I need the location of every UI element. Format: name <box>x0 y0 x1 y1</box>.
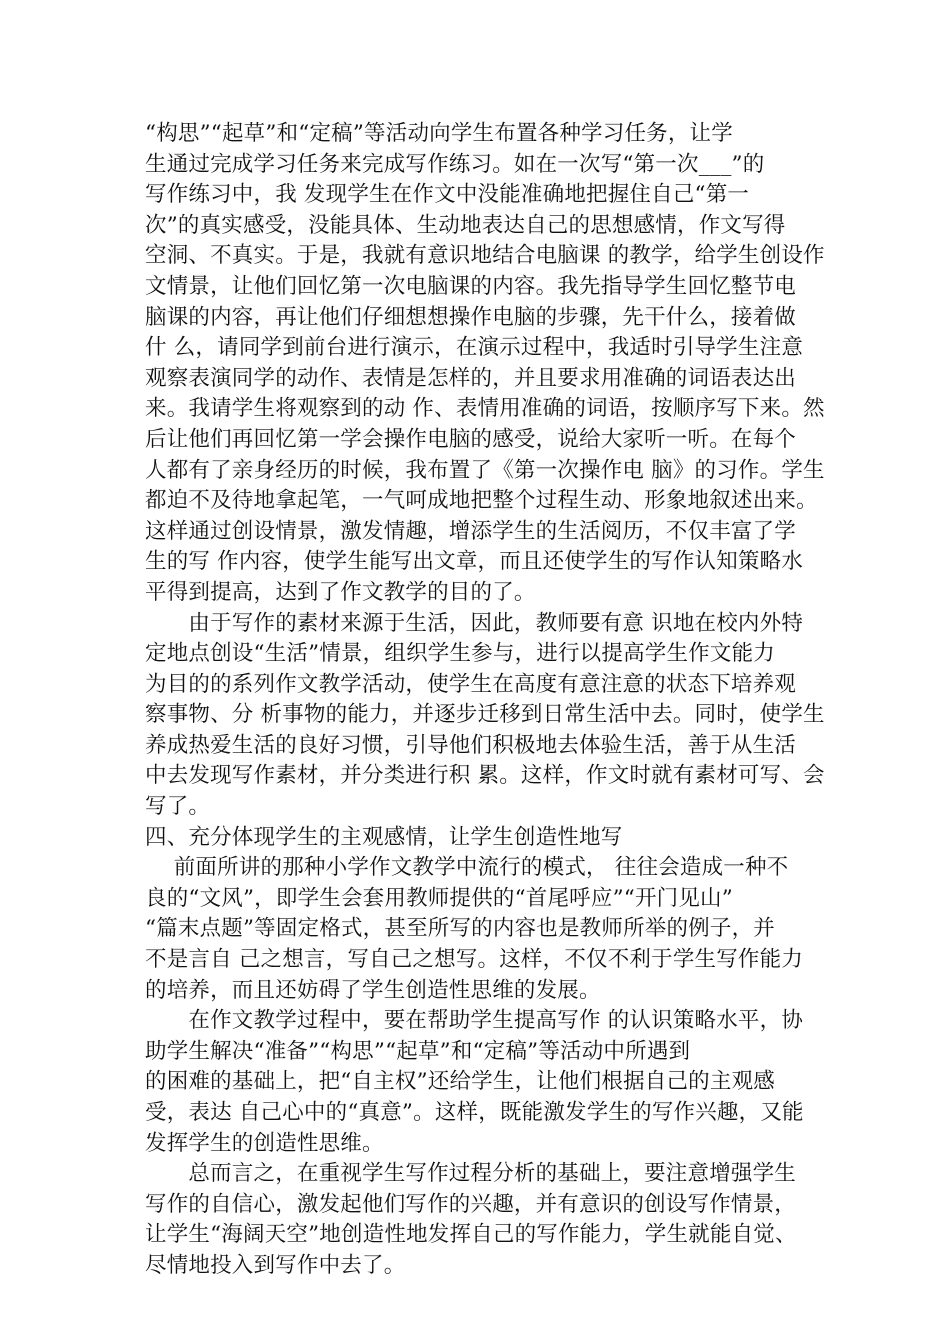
text-line: 察事物、分 析事物的能力，并逐步迁移到日常生活中去。同时，使学生 <box>145 702 825 728</box>
text-line: 来。我请学生将观察到的动 作、表情用准确的词语，按顺序写下来。然 <box>145 396 825 422</box>
text-line: 什 么，请同学到前台进行演示，在演示过程中，我适时引导学生注意 <box>145 335 804 361</box>
text-line: 文情景，让他们回忆第一次电脑课的内容。我先指导学生回忆整节电 <box>145 273 797 299</box>
text-line: 次”的真实感受，没能具体、生动地表达自己的思想感情，作文写得 <box>145 212 786 238</box>
text-line: 尽情地投入到写作中去了。 <box>145 1252 406 1278</box>
text-line: 受，表达 自己心中的“真意”。这样，既能激发学生的写作兴趣，又能 <box>145 1100 804 1125</box>
text-line: 四、充分体现学生的主观感情，让学生创造性地写 <box>145 824 623 850</box>
text-line: 让学生“海阔天空”地创造性地发挥自己的写作能力，学生就能自觉、 <box>145 1222 797 1248</box>
text-line: 写作练习中，我 发现学生在作文中没能准确地把握住自己“第一 <box>145 182 750 208</box>
text-line: 在作文教学过程中，要在帮助学生提高写作 的认识策略水平，协 <box>145 1008 804 1034</box>
text-line: 都迫不及待地拿起笔，一气呵成地把整个过程生动、形象地叙述出来。 <box>145 488 818 514</box>
text-line: 观察表演同学的动作、表情是怎样的，并且要求用准确的词语表达出 <box>145 365 797 391</box>
body-text <box>145 119 825 1282</box>
text-line: 脑课的内容，再让他们仔细想想操作电脑的步骤，先干什么，接着做 <box>145 304 797 330</box>
text-line: 写了。 <box>145 794 211 820</box>
text-line: 养成热爱生活的良好习惯，引导他们积极地去体验生活，善于从生活 <box>145 732 797 758</box>
text-line: 生的写 作内容，使学生能写出文章，而且还使学生的写作认知策略水 <box>145 549 804 575</box>
text-line: 中去发现写作素材，并分类进行积 累。这样，作文时就有素材可写、会 <box>145 763 825 789</box>
text-line: 不是言自 己之想言，写自己之想写。这样，不仅不利于学生写作能力 <box>145 947 804 973</box>
text-line: 的培养，而且还妨碍了学生创造性思维的发展。 <box>145 977 601 1003</box>
text-line: 空洞、不真实。于是，我就有意识地结合电脑课 的教学，给学生创设作 <box>145 243 825 269</box>
text-line: 前面所讲的那种小学作文教学中流行的模式， 往往会造成一种不 <box>145 855 789 881</box>
text-line: 定地点创设“生活”情景，组织学生参与，进行以提高学生作文能力 <box>145 641 775 667</box>
text-line: 人都有了亲身经历的时候，我布置了《第一次操作电 脑》的习作。学生 <box>145 457 825 483</box>
text-line: 由于写作的素材来源于生活，因此，教师要有意 识地在校内外特 <box>145 610 804 636</box>
text-line: “构思”“起草”和“定稿”等活动向学生布置各种学习任务，让学 <box>145 121 733 146</box>
text-line: 良的“文风”，即学生会套用教师提供的“首尾呼应”“开门见山” <box>145 885 733 911</box>
text-line: 助学生解决“准备”“构思”“起草”和“定稿”等活动中所遇到 <box>145 1038 691 1064</box>
text-line: 写作的自信心，激发起他们写作的兴趣，并有意识的创设写作情景， <box>145 1191 797 1217</box>
text-line: 生通过完成学习任务来完成写作练习。如在一次写“第一次___”的 <box>145 151 765 177</box>
text-line: 这样通过创设情景，激发情趣，增添学生的生活阅历，不仅丰富了学 <box>145 518 797 544</box>
text-line: 为目的的系列作文教学活动，使学生在高度有意注意的状态下培养观 <box>145 671 797 697</box>
text-line: 总而言之，在重视学生写作过程分析的基础上，要注意增强学生 <box>145 1161 797 1187</box>
text-line: 的困难的基础上，把“自主权”还给学生，让他们根据自己的主观感 <box>145 1069 775 1095</box>
text-line: “篇末点题”等固定格式，甚至所写的内容也是教师所举的例子，并 <box>145 916 775 942</box>
text-line: 后让他们再回忆第一学会操作电脑的感受，说给大家听一听。在每个 <box>145 426 797 452</box>
text-line: 平得到提高，达到了作文教学的目的了。 <box>145 579 536 605</box>
text-line: 发挥学生的创造性思维。 <box>145 1130 384 1156</box>
